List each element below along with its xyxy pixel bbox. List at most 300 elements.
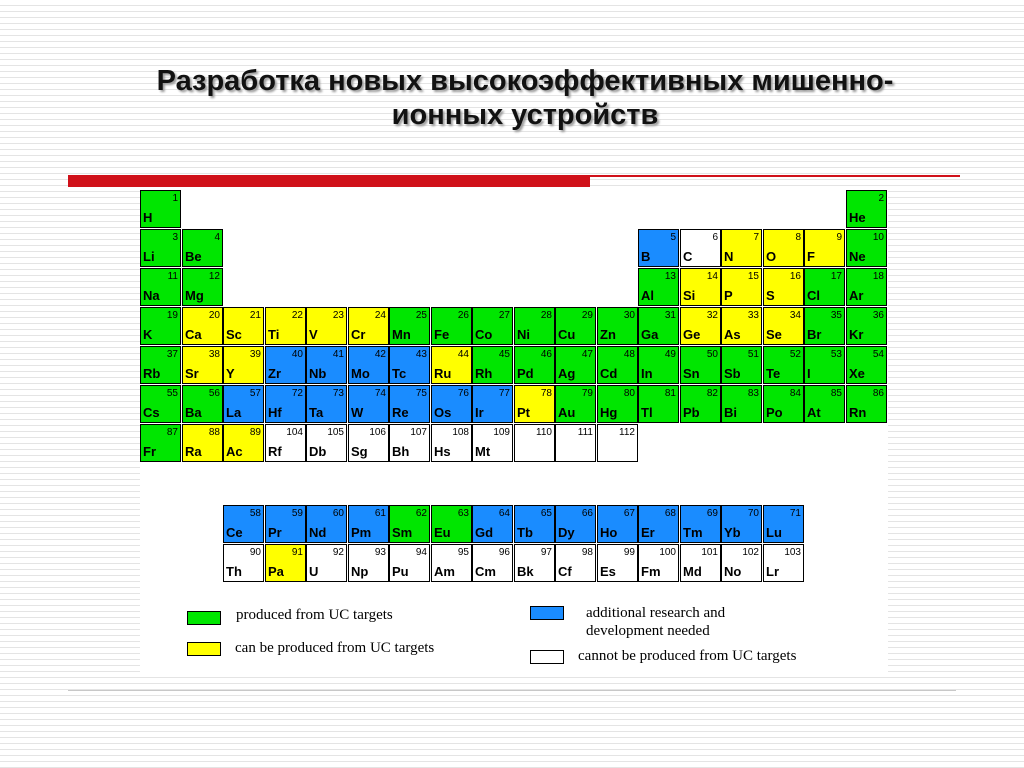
element-cell xyxy=(223,544,264,582)
atomic-number: 97 xyxy=(540,547,552,558)
accent-bar xyxy=(68,175,590,187)
element-cell xyxy=(763,385,804,423)
element-symbol: La xyxy=(226,405,242,420)
element-symbol: Np xyxy=(351,564,369,579)
element-symbol: Br xyxy=(807,327,822,342)
atomic-number: 90 xyxy=(249,547,261,558)
atomic-number: 83 xyxy=(747,388,759,399)
element-cell xyxy=(431,385,472,423)
slide-title-line-2: ионных устройств xyxy=(391,99,659,131)
atomic-number: 110 xyxy=(536,427,552,438)
atomic-number: 73 xyxy=(332,388,344,399)
element-symbol: Rn xyxy=(849,405,867,420)
element-symbol: Ne xyxy=(849,249,866,264)
element-symbol: Si xyxy=(683,288,696,303)
element-symbol: Ni xyxy=(517,327,530,342)
element-symbol: Ca xyxy=(185,327,202,342)
element-cell xyxy=(472,307,513,345)
element-symbol: Fe xyxy=(434,327,450,342)
element-symbol: Fr xyxy=(143,444,156,459)
legend-swatch-research-needed xyxy=(530,606,564,620)
atomic-number: 94 xyxy=(415,547,427,558)
atomic-number: 74 xyxy=(374,388,386,399)
atomic-number: 34 xyxy=(789,310,801,321)
element-symbol: P xyxy=(724,288,733,303)
atomic-number: 23 xyxy=(332,310,344,321)
element-symbol: Li xyxy=(143,249,155,264)
element-cell xyxy=(514,307,555,345)
atomic-number: 39 xyxy=(249,349,261,360)
element-cell xyxy=(306,544,347,582)
atomic-number: 103 xyxy=(784,547,801,558)
atomic-number: 111 xyxy=(577,427,593,438)
element-cell xyxy=(265,307,306,345)
element-symbol: Hg xyxy=(600,405,618,420)
element-cell xyxy=(555,307,596,345)
element-symbol: Cr xyxy=(351,327,366,342)
element-symbol: Sm xyxy=(392,525,413,540)
element-cell xyxy=(431,307,472,345)
element-symbol: Se xyxy=(766,327,782,342)
element-symbol: Cd xyxy=(600,366,618,381)
element-symbol: Mt xyxy=(475,444,491,459)
element-cell xyxy=(514,385,555,423)
element-symbol: Os xyxy=(434,405,452,420)
atomic-number: 86 xyxy=(872,388,884,399)
element-cell xyxy=(763,505,804,543)
element-symbol: As xyxy=(724,327,741,342)
element-cell xyxy=(389,424,430,462)
atomic-number: 13 xyxy=(664,271,676,282)
atomic-number: 107 xyxy=(410,427,427,438)
element-cell xyxy=(638,385,679,423)
legend-swatch-cannot-be-produced xyxy=(530,650,564,664)
element-symbol: Pm xyxy=(351,525,372,540)
element-cell xyxy=(223,385,264,423)
element-cell xyxy=(140,346,181,384)
element-cell xyxy=(721,385,762,423)
atomic-number: 101 xyxy=(701,547,718,558)
element-cell xyxy=(597,307,638,345)
element-cell xyxy=(140,424,181,462)
element-cell xyxy=(348,307,389,345)
element-cell xyxy=(804,385,845,423)
element-cell xyxy=(597,424,638,462)
element-cell xyxy=(140,229,181,267)
atomic-number: 45 xyxy=(498,349,510,360)
atomic-number: 65 xyxy=(540,508,552,519)
atomic-number: 95 xyxy=(457,547,469,558)
element-cell xyxy=(846,346,887,384)
atomic-number: 14 xyxy=(706,271,718,282)
atomic-number: 22 xyxy=(291,310,303,321)
element-cell xyxy=(140,385,181,423)
element-cell xyxy=(804,229,845,267)
element-cell xyxy=(514,424,555,462)
element-symbol: O xyxy=(766,249,777,264)
element-cell xyxy=(182,307,223,345)
element-cell xyxy=(472,385,513,423)
footer-divider xyxy=(68,690,956,691)
atomic-number: 29 xyxy=(581,310,593,321)
element-cell xyxy=(182,229,223,267)
element-cell xyxy=(846,229,887,267)
element-symbol: Ir xyxy=(475,405,484,420)
atomic-number: 56 xyxy=(208,388,220,399)
element-cell xyxy=(597,505,638,543)
atomic-number: 61 xyxy=(374,508,386,519)
slide-title xyxy=(100,64,950,132)
atomic-number: 47 xyxy=(581,349,593,360)
periodic-table-panel xyxy=(140,190,888,672)
element-cell xyxy=(763,544,804,582)
element-symbol: Pa xyxy=(268,564,284,579)
atomic-number: 18 xyxy=(872,271,884,282)
element-cell xyxy=(182,346,223,384)
element-symbol: Db xyxy=(309,444,327,459)
element-symbol: Mo xyxy=(351,366,370,381)
element-symbol: Lr xyxy=(766,564,779,579)
atomic-number: 40 xyxy=(291,349,303,360)
element-cell xyxy=(348,544,389,582)
atomic-number: 27 xyxy=(498,310,510,321)
element-symbol: Ar xyxy=(849,288,864,303)
element-cell xyxy=(721,268,762,306)
element-symbol: Co xyxy=(475,327,493,342)
atomic-number: 98 xyxy=(581,547,593,558)
atomic-number: 112 xyxy=(619,427,635,438)
atomic-number: 38 xyxy=(208,349,220,360)
element-cell xyxy=(680,268,721,306)
atomic-number: 46 xyxy=(540,349,552,360)
atomic-number: 72 xyxy=(291,388,303,399)
element-cell xyxy=(223,307,264,345)
element-cell xyxy=(472,346,513,384)
atomic-number: 4 xyxy=(214,232,220,243)
element-cell xyxy=(555,346,596,384)
element-symbol: Ga xyxy=(641,327,659,342)
element-symbol: Kr xyxy=(849,327,864,342)
element-cell xyxy=(763,307,804,345)
atomic-number: 109 xyxy=(493,427,510,438)
atomic-number: 79 xyxy=(581,388,593,399)
element-cell xyxy=(638,229,679,267)
element-cell xyxy=(680,346,721,384)
atomic-number: 102 xyxy=(742,547,759,558)
element-cell xyxy=(140,268,181,306)
element-symbol: Ta xyxy=(309,405,324,420)
element-cell xyxy=(431,505,472,543)
atomic-number: 88 xyxy=(208,427,220,438)
element-symbol: C xyxy=(683,249,693,264)
element-symbol: Al xyxy=(641,288,654,303)
element-cell xyxy=(680,229,721,267)
atomic-number: 106 xyxy=(369,427,386,438)
element-cell xyxy=(182,424,223,462)
element-cell xyxy=(389,385,430,423)
element-symbol: Dy xyxy=(558,525,575,540)
element-symbol: U xyxy=(309,564,319,579)
element-symbol: Ag xyxy=(558,366,576,381)
element-cell xyxy=(140,190,181,228)
atomic-number: 93 xyxy=(374,547,386,558)
atomic-number: 11 xyxy=(167,271,178,282)
atomic-number: 53 xyxy=(830,349,842,360)
element-symbol: Mn xyxy=(392,327,411,342)
atomic-number: 69 xyxy=(706,508,718,519)
atomic-number: 32 xyxy=(706,310,718,321)
element-symbol: Ba xyxy=(185,405,202,420)
atomic-number: 82 xyxy=(706,388,718,399)
atomic-number: 3 xyxy=(172,232,178,243)
atomic-number: 2 xyxy=(878,193,884,204)
element-symbol: Er xyxy=(641,525,655,540)
atomic-number: 7 xyxy=(753,232,759,243)
element-symbol: Mg xyxy=(185,288,204,303)
element-symbol: Hf xyxy=(268,405,282,420)
element-symbol: Ge xyxy=(683,327,701,342)
atomic-number: 41 xyxy=(332,349,344,360)
atomic-number: 100 xyxy=(659,547,676,558)
element-cell xyxy=(182,268,223,306)
element-cell xyxy=(389,307,430,345)
element-symbol: Pr xyxy=(268,525,282,540)
element-cell xyxy=(306,424,347,462)
atomic-number: 92 xyxy=(332,547,344,558)
atomic-number: 54 xyxy=(872,349,884,360)
element-cell xyxy=(514,346,555,384)
element-cell xyxy=(389,505,430,543)
element-symbol: Es xyxy=(600,564,616,579)
element-cell xyxy=(431,346,472,384)
atomic-number: 75 xyxy=(415,388,427,399)
element-cell xyxy=(348,505,389,543)
atomic-number: 24 xyxy=(374,310,386,321)
element-symbol: Sg xyxy=(351,444,368,459)
atomic-number: 78 xyxy=(540,388,552,399)
element-cell xyxy=(680,544,721,582)
atomic-number: 30 xyxy=(623,310,635,321)
element-cell xyxy=(597,544,638,582)
atomic-number: 60 xyxy=(332,508,344,519)
element-cell xyxy=(265,505,306,543)
element-symbol: Na xyxy=(143,288,160,303)
element-symbol: Pd xyxy=(517,366,534,381)
element-cell xyxy=(846,190,887,228)
element-symbol: Re xyxy=(392,405,409,420)
element-cell xyxy=(846,307,887,345)
element-symbol: Sb xyxy=(724,366,741,381)
element-cell xyxy=(638,505,679,543)
atomic-number: 17 xyxy=(830,271,842,282)
element-cell xyxy=(555,544,596,582)
atomic-number: 84 xyxy=(789,388,801,399)
legend-label-research-line-2: development needed xyxy=(586,623,710,639)
element-cell xyxy=(804,268,845,306)
element-cell xyxy=(804,346,845,384)
element-cell xyxy=(638,346,679,384)
atomic-number: 50 xyxy=(706,349,718,360)
element-symbol: N xyxy=(724,249,734,264)
element-cell xyxy=(223,505,264,543)
element-symbol: Po xyxy=(766,405,783,420)
legend-swatch-produced xyxy=(187,611,221,625)
atomic-number: 68 xyxy=(664,508,676,519)
element-cell xyxy=(389,346,430,384)
element-cell xyxy=(680,307,721,345)
element-symbol: Pu xyxy=(392,564,409,579)
element-symbol: Sc xyxy=(226,327,242,342)
element-cell xyxy=(431,424,472,462)
element-symbol: Rb xyxy=(143,366,161,381)
atomic-number: 105 xyxy=(327,427,344,438)
element-symbol: B xyxy=(641,249,651,264)
atomic-number: 85 xyxy=(830,388,842,399)
atomic-number: 99 xyxy=(623,547,635,558)
element-cell xyxy=(223,424,264,462)
element-cell xyxy=(555,385,596,423)
atomic-number: 63 xyxy=(457,508,469,519)
element-cell xyxy=(265,346,306,384)
element-symbol: Zn xyxy=(600,327,616,342)
element-cell xyxy=(348,424,389,462)
atomic-number: 96 xyxy=(498,547,510,558)
element-cell xyxy=(555,505,596,543)
element-cell xyxy=(763,229,804,267)
atomic-number: 5 xyxy=(670,232,676,243)
atomic-number: 52 xyxy=(789,349,801,360)
atomic-number: 6 xyxy=(712,232,718,243)
element-symbol: Tl xyxy=(641,405,653,420)
element-symbol: Ce xyxy=(226,525,243,540)
legend-swatch-can-be-produced xyxy=(187,642,221,656)
element-symbol: Pb xyxy=(683,405,700,420)
atomic-number: 59 xyxy=(291,508,303,519)
atomic-number: 57 xyxy=(249,388,261,399)
element-symbol: Y xyxy=(226,366,235,381)
atomic-number: 51 xyxy=(747,349,759,360)
element-cell xyxy=(763,346,804,384)
atomic-number: 108 xyxy=(452,427,469,438)
element-symbol: V xyxy=(309,327,318,342)
element-symbol: Tb xyxy=(517,525,533,540)
atomic-number: 25 xyxy=(415,310,427,321)
element-symbol: At xyxy=(807,405,821,420)
element-cell xyxy=(306,385,347,423)
element-symbol: Bi xyxy=(724,405,737,420)
element-symbol: H xyxy=(143,210,153,225)
accent-line xyxy=(590,175,960,177)
element-symbol: Bh xyxy=(392,444,410,459)
element-symbol: Zr xyxy=(268,366,281,381)
element-cell xyxy=(680,505,721,543)
atomic-number: 1 xyxy=(172,193,178,204)
element-cell xyxy=(223,346,264,384)
element-cell xyxy=(721,307,762,345)
element-symbol: Cf xyxy=(558,564,572,579)
atomic-number: 67 xyxy=(623,508,635,519)
legend-label-can-be-produced: can be produced from UC targets xyxy=(235,640,435,656)
element-symbol: W xyxy=(351,405,364,420)
atomic-number: 33 xyxy=(747,310,759,321)
element-cell xyxy=(431,544,472,582)
atomic-number: 70 xyxy=(747,508,759,519)
element-cell xyxy=(472,544,513,582)
element-cell xyxy=(348,385,389,423)
atomic-number: 89 xyxy=(249,427,261,438)
element-symbol: Th xyxy=(226,564,242,579)
element-cell xyxy=(389,544,430,582)
element-symbol: K xyxy=(143,327,153,342)
atomic-number: 20 xyxy=(208,310,220,321)
slide-title-line-1: Разработка новых высокоэффективных мишенно- xyxy=(156,65,894,97)
element-symbol: Cs xyxy=(143,405,160,420)
element-cell xyxy=(846,385,887,423)
element-symbol: Xe xyxy=(849,366,865,381)
atomic-number: 15 xyxy=(747,271,759,282)
element-cell xyxy=(721,346,762,384)
legend-label-produced: produced from UC targets xyxy=(236,607,393,623)
element-symbol: F xyxy=(807,249,815,264)
atomic-number: 42 xyxy=(374,349,386,360)
element-cell xyxy=(306,346,347,384)
atomic-number: 37 xyxy=(166,349,178,360)
atomic-number: 64 xyxy=(498,508,510,519)
element-symbol: Au xyxy=(558,405,576,420)
element-cell xyxy=(514,544,555,582)
element-symbol: Ac xyxy=(226,444,243,459)
element-cell xyxy=(265,385,306,423)
element-symbol: Cu xyxy=(558,327,576,342)
atomic-number: 26 xyxy=(457,310,469,321)
atomic-number: 66 xyxy=(581,508,593,519)
atomic-number: 80 xyxy=(623,388,635,399)
element-cell xyxy=(638,307,679,345)
element-cell xyxy=(638,268,679,306)
atomic-number: 10 xyxy=(872,232,884,243)
element-symbol: Eu xyxy=(434,525,451,540)
element-symbol: Ru xyxy=(434,366,452,381)
atomic-number: 58 xyxy=(249,508,261,519)
element-symbol: He xyxy=(849,210,866,225)
element-symbol: In xyxy=(641,366,653,381)
element-symbol: Am xyxy=(434,564,455,579)
atomic-number: 16 xyxy=(789,271,801,282)
element-symbol: Rf xyxy=(268,444,282,459)
legend-label-research-line-1: additional research and xyxy=(586,605,726,621)
element-cell xyxy=(472,424,513,462)
element-symbol: Hs xyxy=(434,444,451,459)
element-cell xyxy=(306,307,347,345)
atomic-number: 35 xyxy=(830,310,842,321)
atomic-number: 19 xyxy=(166,310,178,321)
element-symbol: Yb xyxy=(724,525,741,540)
element-cell xyxy=(846,268,887,306)
element-cell xyxy=(265,544,306,582)
element-cell xyxy=(306,505,347,543)
element-symbol: S xyxy=(766,288,775,303)
atomic-number: 62 xyxy=(415,508,427,519)
element-symbol: Sn xyxy=(683,366,700,381)
element-symbol: Gd xyxy=(475,525,494,540)
element-cell xyxy=(763,268,804,306)
atomic-number: 71 xyxy=(789,508,801,519)
element-cell xyxy=(721,505,762,543)
element-cell xyxy=(597,385,638,423)
atomic-number: 87 xyxy=(166,427,178,438)
atomic-number: 48 xyxy=(623,349,635,360)
element-cell xyxy=(555,424,596,462)
